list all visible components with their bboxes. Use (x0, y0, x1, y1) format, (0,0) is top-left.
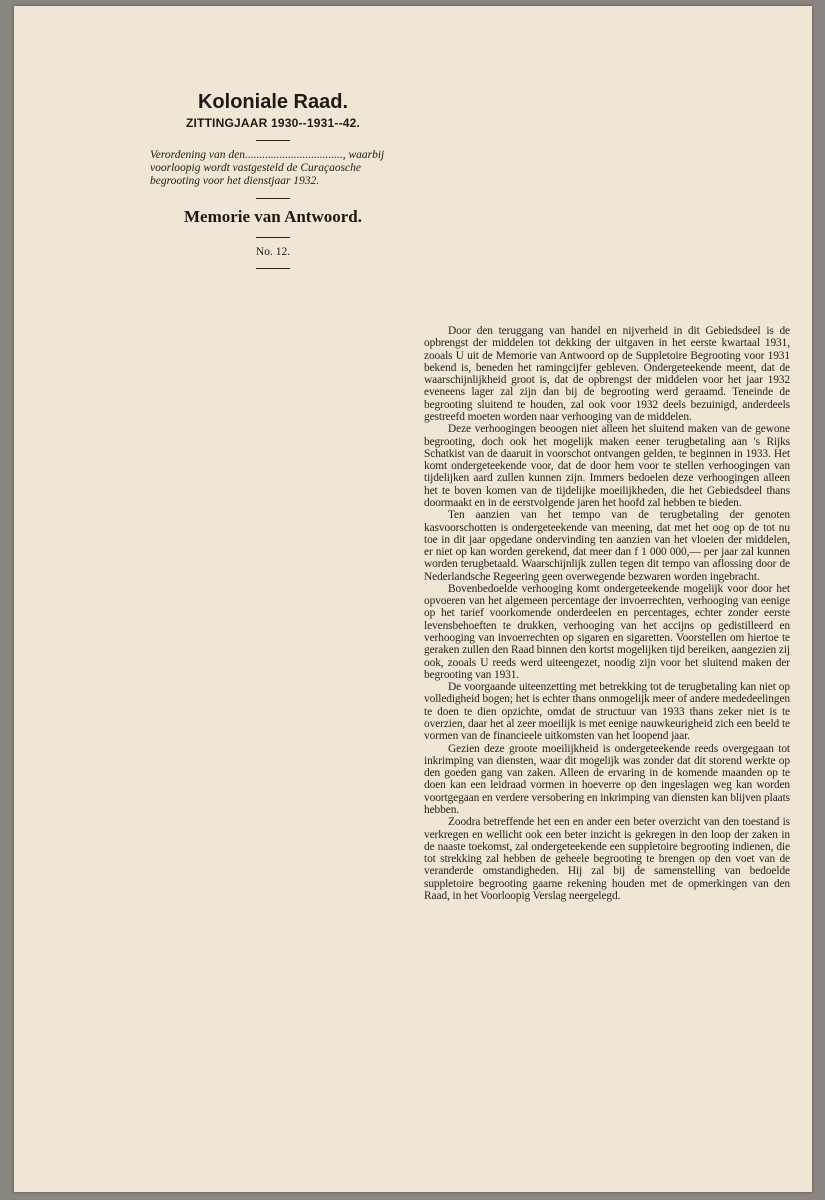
divider (256, 237, 290, 238)
document-page (14, 6, 812, 1192)
divider (256, 198, 290, 199)
council-title: Koloniale Raad. (197, 91, 349, 113)
divider (256, 140, 290, 141)
divider (256, 268, 290, 269)
body-paragraph: Ten aanzien van het tempo van de terugbetaling der genoten kasvoorschotten is ondergeteekende van meening, dat met het oog op de tot nu toe in dit jaar opgedane ondervinding ten aanzien van het vloeien der middelen, er niet op kan worden gerekend, dat meer dan f 1 000 000,— per jaar zal kunnen worden terugbetaald. Waarschijnlijk zullen tegen dit tempo van aflossing door de Nederlandsche Regeering geen overwegende bezwaren worden ingebracht. (424, 509, 790, 583)
document-number: No. 12. (255, 246, 291, 258)
body-paragraph: Gezien deze groote moeilijkheid is ondergeteekende reeds overgegaan tot inkrimping van diensten, waar dit mogelijk was zonder dat dit storend werkte op den goeden gang van zaken. Alleen de ervaring in de komende maanden op te doen kan een leidraad vormen in hoeverre op den ingeslagen weg kan worden voortgegaan en verdere versobering en inkrimping van diensten kan blijven plaats hebben. (424, 742, 790, 816)
body-paragraph: Deze verhoogingen beoogen niet alleen het sluitend maken van de gewone begrooting, doch ook het mogelijk maken eener terugbetaling aan 's Rijks Schatkist van de daaruit in voorschot ontvangen gelden, te beginnen in 1933. Het komt ondergeteekende voor, dat de door hem voor te stellen verhoogingen van tijdelijken aard zullen kunnen zijn. Immers bedoelen deze verhoogingen alleen het te boven komen van de tijdelijke moeilijkheden, die het Gebiedsdeel thans doormaakt en in de eerstvolgende jaren het hoofd zal hebben te bieden. (424, 423, 790, 509)
document-header (148, 90, 398, 277)
session-year: ZITTINGJAAR 1930--1931--42. (185, 116, 361, 130)
body-paragraph: De voorgaande uiteenzetting met betrekking tot de terugbetaling kan niet op volledigheid bogen; het is echter thans onmogelijk meer of andere mededeelingen te doen te dien opzichte, omdat de structuur van 1933 thans zeker niet is te overzien, daar het al zeer moeilijk is met eenige nauwkeurigheid zich een beeld te vormen van de financieele uitkomsten van het loopend jaar. (424, 681, 790, 743)
body-paragraph: Zoodra betreffende het een en ander een beter overzicht van den toestand is verkregen en wellicht ook een beter inzicht is gekregen in den loop der zaken in de naaste toekomst, zal ondergeteekende een suppletoire begrooting indienen, die tot strekking zal hebben de geheele begrooting te brengen op den voet van de veranderde omstandigheden. Hij zal bij de samenstelling van bedoelde suppletoire begrooting gaarne rekening houden met de opmerkingen van den Raad, in het Voorloopig Verslag neergelegd. (424, 816, 790, 902)
body-paragraph: Door den teruggang van handel en nijverheid in dit Gebiedsdeel is de opbrengst der middelen tot dekking der uitgaven in het eerste kwartaal 1931, zooals U uit de Memorie van Antwoord op de Suppletoire Begrooting voor 1931 bekend is, beneden het ramingcijfer gebleven. Ondergeteekende meent, dat de waarschijnlijkheid groot is, dat de opbrengst der middelen voor het jaar 1932 eveneens lager zal zijn dan bij de begrooting werd geraamd. Teneinde de begrooting sluitend te houden, zal ook voor 1932 deels bezuinigd, anderdeels gestreefd moeten worden naar verhooging van de middelen. (424, 325, 790, 423)
memorandum-body (424, 325, 790, 902)
document-type: Memorie van Antwoord. (183, 207, 362, 226)
body-paragraph: Bovenbedoelde verhooging komt ondergeteekende mogelijk voor door het opvoeren van het algemeen percentage der invoerrechten, verhooging van eenige op het tarief voorkomende onderdeelen en percentages, echter zonder eerste levensbehoeften te drukken, verhooging van het accijns op gedistilleerd en verhooging van invoerrechten op sigaren en sigaretten. Voorstellen om hiertoe te geraken zullen den Raad binnen den kortst mogelijken tijd bereiken, aangezien zij ook, zooals U reeds werd uiteengezet, noodig zijn voor het sluitend maken der begrooting van 1931. (424, 582, 790, 681)
ordinance-subject: Verordening van den.................................., waarbij voorloopig wordt vastgesteld de Curaçaosche begrooting voor het dienstjaar 1932. (150, 149, 385, 187)
